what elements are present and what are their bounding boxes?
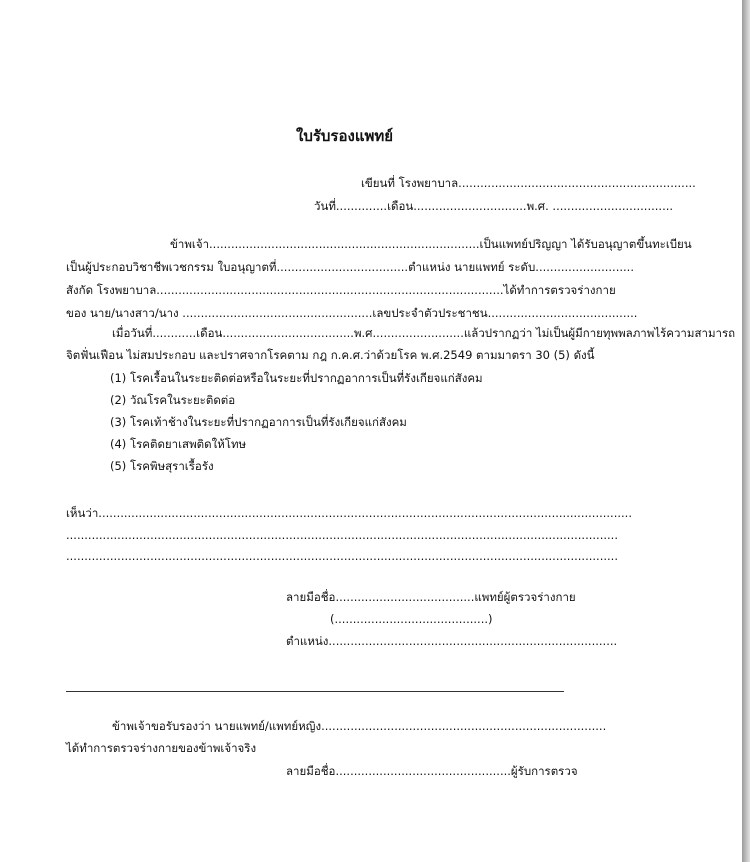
- disease-item: (3) โรคเท้าช้างในระยะที่ปรากฏอาการเป็นที่รังเกียจแก่สังคม: [110, 415, 407, 429]
- disease-item: (4) โรคติดยาเสพติดให้โทษ: [110, 437, 247, 451]
- disease-item: (1) โรคเรื้อนในระยะติดต่อหรือในระยะที่ปรากฏอาการเป็นที่รังเกียจแก่สังคม: [110, 371, 483, 385]
- opinion-line-1: เห็นว่า..................................................................................................................................................: [66, 506, 632, 520]
- document-title: ใบรับรองแพทย์: [296, 127, 394, 145]
- opinion-line-3: .......................................................................................................................................................: [66, 549, 618, 563]
- body-line-3: สังกัด โรงพยาบาล...............................................................................................ได้ทำการตรวจร่างกาย: [66, 283, 616, 297]
- doctor-name-line: (..........................................): [330, 612, 493, 626]
- written-at-line: เขียนที่ โรงพยาบาล.................................................................: [361, 176, 696, 190]
- doctor-signature-line: ลายมือชื่อ......................................แพทย์ผู้ตรวจร่างกาย: [286, 590, 576, 604]
- opinion-line-2: .......................................................................................................................................................: [66, 528, 618, 542]
- doctor-position-line: ตำแหน่ง...............................................................................: [286, 634, 618, 648]
- date-line: วันที่..............เดือน...............................พ.ศ. .................................: [314, 199, 674, 213]
- body-line-4: ของ นาย/นางสาว/นาง ....................................................เลขประจำตัวประชาชน.........................................: [66, 306, 638, 320]
- page-edge: [742, 0, 750, 862]
- body-line-1: ข้าพเจ้า..........................................................................เป็นแพทย์ปริญญา ได้รับอนุญาตขึ้นทะเบียน: [170, 237, 692, 251]
- body-line-2: เป็นผู้ประกอบวิชาชีพเวชกรรม ใบอนุญาตที่....................................ตำแหน่ง นายแพทย์ ระดับ...........................: [66, 260, 634, 274]
- disease-item: (5) โรคพิษสุราเรื้อรัง: [110, 459, 214, 473]
- section-divider: [66, 691, 564, 692]
- disease-item: (2) วัณโรคในระยะติดต่อ: [110, 393, 236, 407]
- certification-line-2: ได้ทำการตรวจร่างกายของข้าพเจ้าจริง: [66, 741, 257, 755]
- patient-signature-line: ลายมือชื่อ................................................ผู้รับการตรวจ: [286, 764, 578, 778]
- body-line-5: เมื่อวันที่............เดือน....................................พ.ศ.........................แล้วปรากฏว่า ไม่เป็นผู้มีกายทุพพลภาพไร้ความสามารถ: [112, 326, 736, 340]
- body-line-6: จิตฟั่นเฟือน ไม่สมประกอบ และปราศจากโรคตาม กฎ ก.ค.ศ.ว่าด้วยโรค พ.ศ.2549 ตามมาตรา 30 (5) ดังนี้: [66, 348, 595, 362]
- certification-line-1: ข้าพเจ้าขอรับรองว่า นายแพทย์/แพทย์หญิง..............................................................................: [112, 719, 607, 733]
